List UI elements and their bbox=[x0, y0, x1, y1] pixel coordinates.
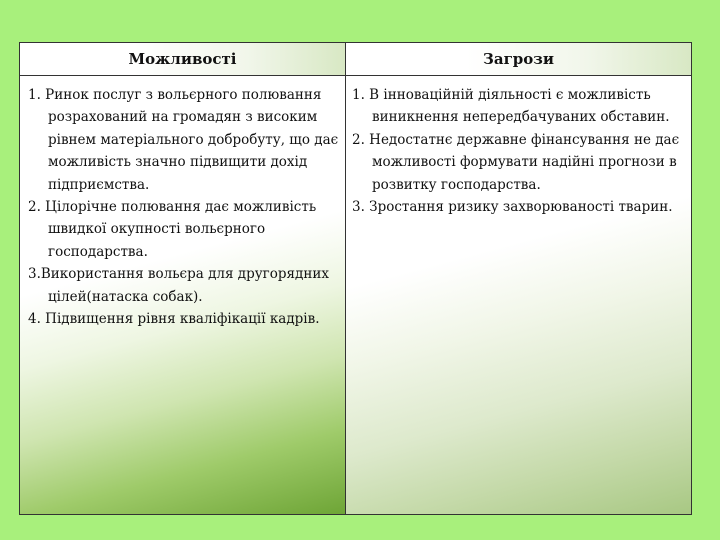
list-item: 3.Використання вольєра для другорядних цілей(натаска собак). bbox=[28, 266, 329, 305]
list-item: 4. Підвищення рівня кваліфікації кадрів. bbox=[28, 311, 320, 328]
threats-list bbox=[352, 84, 685, 218]
table-header-row bbox=[20, 43, 691, 76]
list-item: 2. Недостатнє державне фінансування не дає можливості формувати надійні прогнози в розвитку господарства. bbox=[352, 131, 680, 193]
list-item: 2. Цілорічне полювання дає можливість швидкої окупності вольєрного господарства. bbox=[28, 199, 317, 260]
threats-cell bbox=[346, 76, 691, 514]
threats-header: Загрози bbox=[346, 43, 691, 75]
list-item: 3. Зростання ризику захворюваності тварин. bbox=[352, 199, 673, 216]
opportunities-cell bbox=[20, 76, 346, 514]
list-item: 1. В інноваційній діяльності є можливість виникнення непередбачуваних обставин. bbox=[352, 87, 670, 126]
swot-table bbox=[19, 42, 692, 515]
opportunities-header: Можливості bbox=[20, 43, 346, 75]
opportunities-list bbox=[28, 84, 339, 330]
table-body-row bbox=[20, 76, 691, 514]
list-item: 1. Ринок послуг з вольєрного полювання розрахований на громадян з високим рівнем матеріального добробуту, що дає можливість значно підвищити дохід підприємства. bbox=[28, 87, 339, 193]
